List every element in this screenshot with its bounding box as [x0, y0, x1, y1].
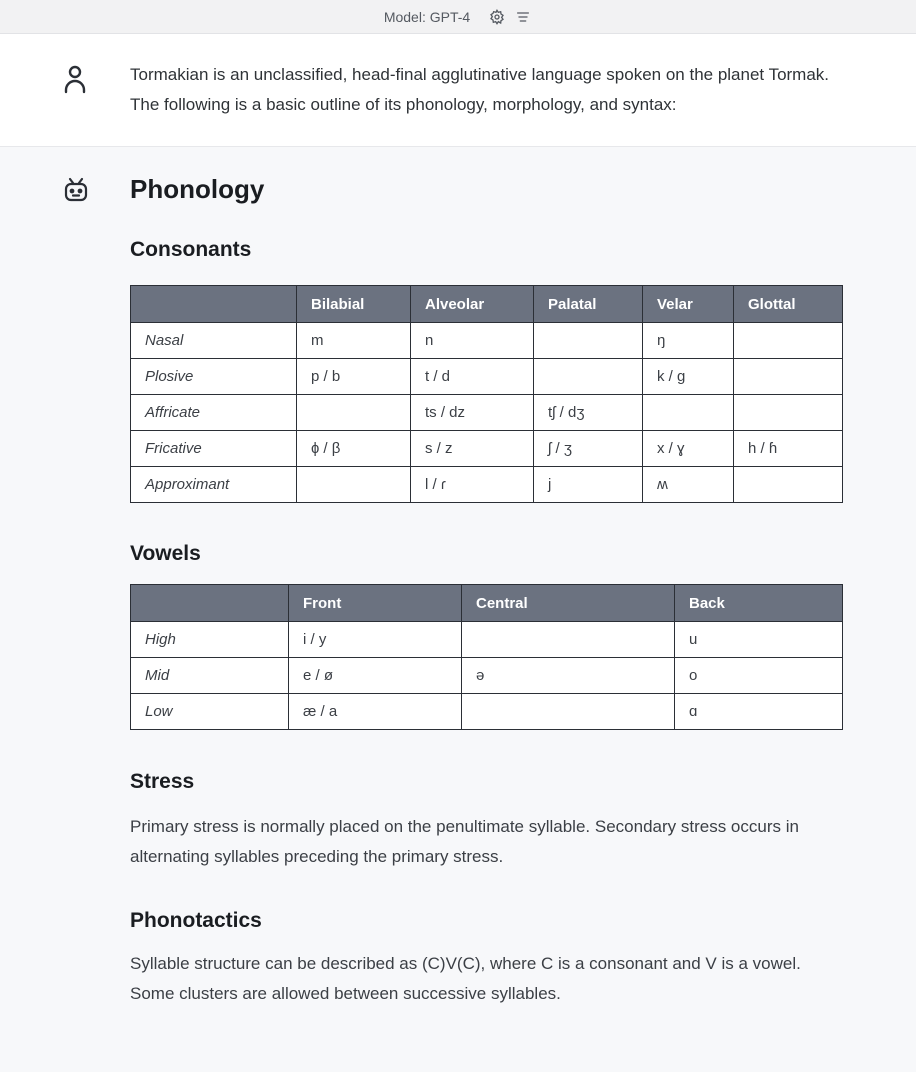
- table-cell: m: [297, 323, 411, 359]
- table-cell: [462, 694, 675, 730]
- table-cell: x / ɣ: [643, 431, 734, 467]
- gear-icon[interactable]: [488, 8, 506, 26]
- table-row: [131, 622, 843, 658]
- consonants-col-header: [131, 286, 297, 323]
- model-label[interactable]: Model: GPT-4: [383, 8, 471, 25]
- row-label: Nasal: [131, 323, 297, 359]
- row-label: Fricative: [131, 431, 297, 467]
- consonants-col-header: Glottal: [734, 286, 843, 323]
- vowels-col-header: Central: [462, 585, 675, 622]
- consonants-col-header: Bilabial: [297, 286, 411, 323]
- table-cell: j: [534, 467, 643, 503]
- table-cell: s / z: [411, 431, 534, 467]
- table-cell: ə: [462, 658, 675, 694]
- phonology-heading: Phonology: [130, 174, 265, 204]
- table-row: [131, 467, 843, 503]
- consonants-table: [130, 285, 843, 503]
- table-row: [131, 395, 843, 431]
- table-cell: ŋ: [643, 323, 734, 359]
- vowels-col-header: Back: [675, 585, 843, 622]
- vowels-table: [130, 584, 843, 730]
- row-label: High: [131, 622, 289, 658]
- table-cell: ɸ / β: [297, 431, 411, 467]
- table-cell: l / ɾ: [411, 467, 534, 503]
- stress-heading: Stress: [130, 770, 195, 793]
- table-cell: i / y: [289, 622, 462, 658]
- table-cell: [734, 467, 843, 503]
- table-cell: p / b: [297, 359, 411, 395]
- table-row: [131, 694, 843, 730]
- table-cell: o: [675, 658, 843, 694]
- consonants-heading: Consonants: [130, 238, 252, 261]
- table-cell: æ / a: [289, 694, 462, 730]
- table-cell: ʃ / ʒ: [534, 431, 643, 467]
- consonants-col-header: Alveolar: [411, 286, 534, 323]
- table-cell: ʍ: [643, 467, 734, 503]
- table-cell: [734, 323, 843, 359]
- menu-lines-icon[interactable]: [514, 8, 532, 26]
- user-message-text: Tormakian is an unclassified, head-final agglutinative language spoken on the planet Tormak. The following is a basic outline of its phonology, morphology, and syntax:: [130, 65, 830, 114]
- table-row: [131, 431, 843, 467]
- table-cell: [297, 395, 411, 431]
- row-label: Approximant: [131, 467, 297, 503]
- vowels-col-header: Front: [289, 585, 462, 622]
- table-cell: [734, 359, 843, 395]
- row-label: Mid: [131, 658, 289, 694]
- table-cell: ts / dz: [411, 395, 534, 431]
- stress-text: Primary stress is normally placed on the penultimate syllable. Secondary stress occurs in alternating syllables preceding the primary stress.: [130, 817, 799, 866]
- table-row: [131, 323, 843, 359]
- vowels-header-row: [131, 585, 843, 622]
- table-cell: ɑ: [675, 694, 843, 730]
- table-cell: tʃ / dʒ: [534, 395, 643, 431]
- phonotactics-text: Syllable structure can be described as (C)V(C), where C is a consonant and V is a vowel. Some clusters are allowed between successive syllables.: [130, 954, 801, 1003]
- user-icon: [62, 64, 88, 94]
- row-label: Plosive: [131, 359, 297, 395]
- table-cell: u: [675, 622, 843, 658]
- row-label: Low: [131, 694, 289, 730]
- table-row: [131, 359, 843, 395]
- vowels-heading: Vowels: [130, 542, 201, 565]
- table-cell: [534, 359, 643, 395]
- table-cell: [643, 395, 734, 431]
- consonants-col-header: Palatal: [534, 286, 643, 323]
- consonants-col-header: Velar: [643, 286, 734, 323]
- table-cell: [534, 323, 643, 359]
- table-cell: n: [411, 323, 534, 359]
- table-row: [131, 658, 843, 694]
- table-cell: h / ɦ: [734, 431, 843, 467]
- table-cell: k / g: [643, 359, 734, 395]
- assistant-message: [130, 168, 842, 1009]
- user-message: [0, 34, 916, 147]
- table-cell: t / d: [411, 359, 534, 395]
- consonants-header-row: [131, 286, 843, 323]
- table-cell: [734, 395, 843, 431]
- phonotactics-heading: Phonotactics: [130, 909, 262, 932]
- table-cell: [462, 622, 675, 658]
- row-label: Affricate: [131, 395, 297, 431]
- vowels-col-header: [131, 585, 289, 622]
- table-cell: e / ø: [289, 658, 462, 694]
- top-bar: [0, 0, 916, 34]
- table-cell: [297, 467, 411, 503]
- bot-icon: [62, 176, 90, 204]
